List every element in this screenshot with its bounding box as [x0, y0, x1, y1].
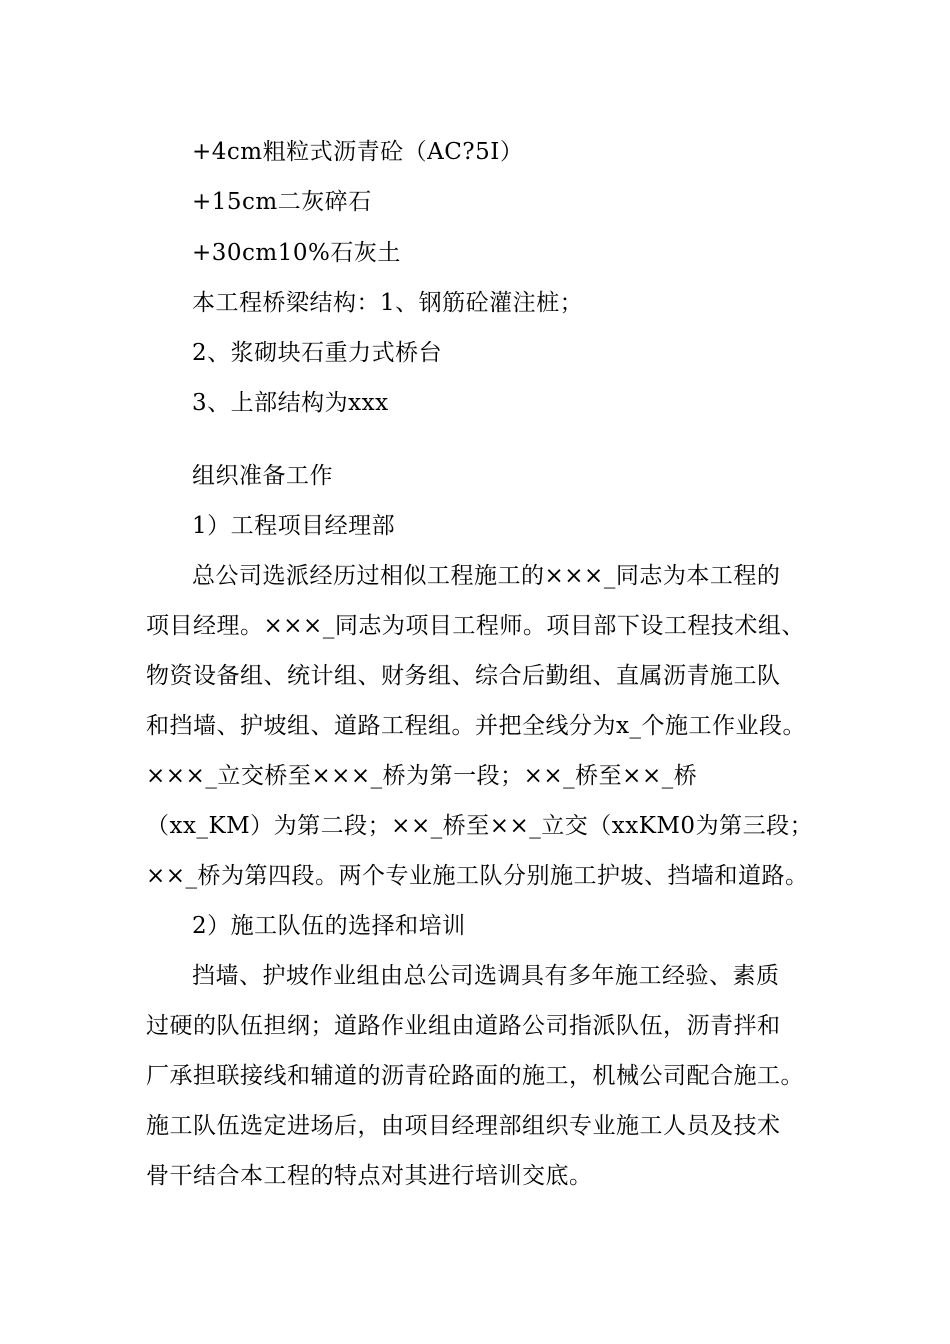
paragraph-line: 厂承担联接线和辅道的沥青砼路面的施工，机械公司配合施工。 — [146, 1063, 804, 1089]
paragraph-line: 项目经理。×××_同志为项目工程师。项目部下设工程技术组、 — [146, 613, 805, 639]
bridge-structure-line: 3、上部结构为xxx — [192, 390, 389, 416]
spec-line: +4cm粗粒式沥青砼（AC?5I） — [192, 139, 524, 165]
bridge-structure-line: 2、浆砌块石重力式桥台 — [192, 340, 443, 366]
paragraph-line: 和挡墙、护坡组、道路工程组。并把全线分为x_个施工作业段。 — [146, 713, 806, 739]
paragraph-line: ×××_立交桥至×××_桥为第一段；××_桥至××_桥 — [146, 763, 698, 789]
paragraph-line: 施工队伍选定进场后，由项目经理部组织专业施工人员及技术 — [146, 1113, 781, 1139]
paragraph-line: ××_桥为第四段。两个专业施工队分别施工护坡、挡墙和道路。 — [146, 863, 809, 889]
paragraph-line: 总公司选派经历过相似工程施工的×××_同志为本工程的 — [192, 563, 781, 589]
paragraph-line: 物资设备组、统计组、财务组、综合后勤组、直属沥青施工队 — [146, 663, 781, 689]
paragraph-line: 过硬的队伍担纲；道路作业组由道路公司指派队伍，沥青拌和 — [146, 1013, 781, 1039]
bridge-structure-line: 本工程桥梁结构：1、钢筋砼灌注桩； — [192, 290, 584, 316]
section-heading: 组织准备工作 — [192, 463, 333, 489]
spec-line: +15cm二灰碎石 — [192, 189, 372, 215]
paragraph-line: （xx_KM）为第二段；××_桥至××_立交（xxKM0为第三段； — [146, 813, 814, 839]
paragraph-line: 骨干结合本工程的特点对其进行培训交底。 — [146, 1163, 593, 1189]
spec-line: +30cm10%石灰土 — [192, 240, 401, 266]
subsection-heading: 1）工程项目经理部 — [192, 513, 396, 539]
subsection-heading: 2）施工队伍的选择和培训 — [192, 913, 466, 939]
paragraph-line: 挡墙、护坡作业组由总公司选调具有多年施工经验、素质 — [192, 963, 780, 989]
